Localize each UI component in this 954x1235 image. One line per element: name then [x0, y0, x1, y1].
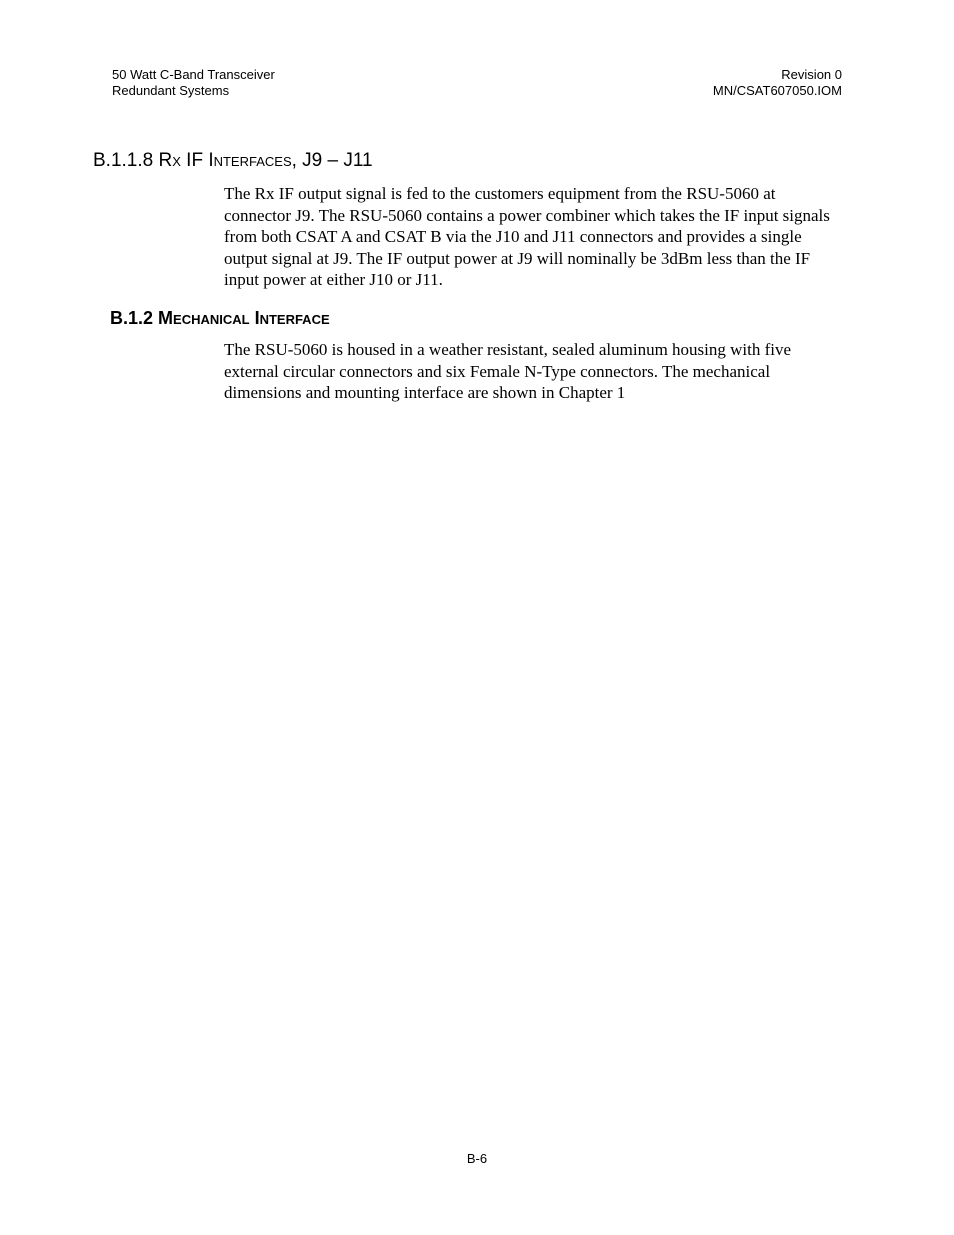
- section-body-b118: The Rx IF output signal is fed to the customers equipment from the RSU-5060 at connector J9. The RSU-5060 contains a power combiner which takes the IF input signals from both CSAT A and CSAT B via the J10 and J11 connectors and provides a single output signal at J9. The IF output power at J9 will nominally be 3dBm less than the IF input power at either J10 or J11.: [224, 184, 830, 289]
- header-doc-subtitle: Redundant Systems: [112, 83, 230, 98]
- header-doc-title: 50 Watt C-Band Transceiver: [112, 67, 275, 82]
- section-body-b12: The RSU-5060 is housed in a weather resistant, sealed aluminum housing with five external circular connectors and six Female N-Type connectors. The mechanical dimensions and mounting interface are shown in Chapter 1: [224, 340, 792, 402]
- header-right: [713, 67, 842, 99]
- header-revision: Revision 0: [781, 67, 842, 82]
- section-heading-b118: B.1.1.8 Rx IF Interfaces, J9 – J11: [93, 150, 373, 171]
- header-doc-number: MN/CSAT607050.IOM: [712, 83, 842, 98]
- section-heading-b12: B.1.2 Mechanical Interface: [110, 308, 330, 328]
- header-left: [112, 67, 275, 99]
- page-number: B-6: [466, 1151, 488, 1166]
